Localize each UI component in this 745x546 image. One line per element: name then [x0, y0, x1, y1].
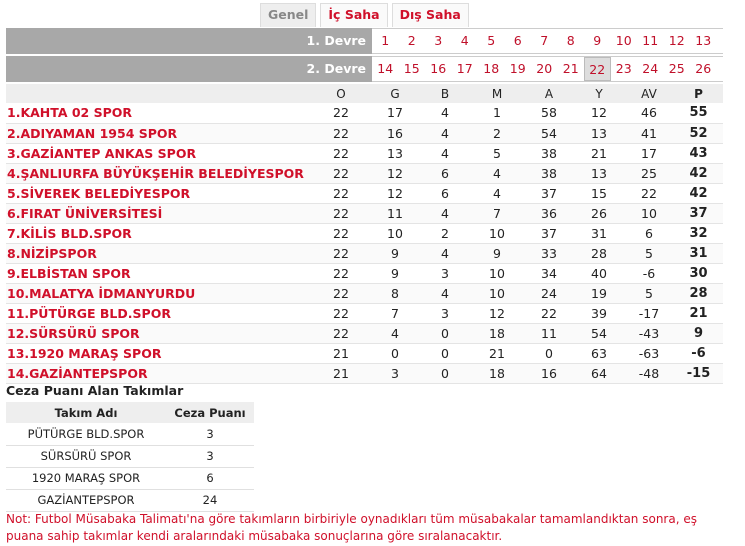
stat-p: 37 [674, 203, 723, 223]
stat-y: 28 [574, 243, 624, 263]
week-link-12[interactable]: 12 [668, 33, 685, 48]
penalty-team: 1920 MARAŞ SPOR [6, 467, 166, 489]
column-header-p: P [674, 84, 723, 103]
tiebreak-note: Not: Futbol Müsabaka Talimatı'na göre takımların birbiriyle oynadıkları tüm müsabakalar tamamlandıktan sonra, eş puana sahip takımlar kendi aralarındaki müsabaka sonuçlarına göre sıralanacaktır. [6, 512, 697, 543]
stat-av: -63 [624, 343, 674, 363]
week-link-16[interactable]: 16 [430, 61, 447, 76]
table-row [6, 243, 723, 263]
stat-p: 43 [674, 143, 723, 163]
tab-ic-saha[interactable]: İç Saha [320, 3, 387, 27]
stat-m: 10 [470, 263, 524, 283]
table-row [6, 283, 723, 303]
stat-a: 37 [524, 223, 574, 243]
stat-y: 12 [574, 103, 624, 123]
stat-a: 22 [524, 303, 574, 323]
stat-av: 10 [624, 203, 674, 223]
stat-a: 34 [524, 263, 574, 283]
stat-av: -43 [624, 323, 674, 343]
stat-b: 0 [420, 363, 470, 383]
table-row [6, 343, 723, 363]
table-row [6, 183, 723, 203]
stat-p: -15 [674, 363, 723, 383]
week-link-24[interactable]: 24 [642, 61, 659, 76]
stat-av: 46 [624, 103, 674, 123]
stat-o: 22 [312, 203, 370, 223]
column-header-o: O [312, 84, 370, 103]
devre-2-weeks [372, 56, 723, 82]
stat-p: 42 [674, 163, 723, 183]
stat-g: 8 [370, 283, 420, 303]
stat-o: 22 [312, 263, 370, 283]
stat-m: 7 [470, 203, 524, 223]
stat-y: 40 [574, 263, 624, 283]
stat-a: 24 [524, 283, 574, 303]
stat-o: 22 [312, 143, 370, 163]
week-link-10[interactable]: 10 [615, 33, 632, 48]
week-link-17[interactable]: 17 [456, 61, 473, 76]
table-row [6, 303, 723, 323]
stat-o: 22 [312, 183, 370, 203]
stat-b: 3 [420, 263, 470, 283]
week-link-23[interactable]: 23 [615, 61, 632, 76]
column-header-a: A [524, 84, 574, 103]
team-name-link[interactable]: 13.1920 MARAŞ SPOR [6, 343, 312, 363]
stat-m: 9 [470, 243, 524, 263]
penalty-points: 6 [166, 467, 254, 489]
penalty-points: 3 [166, 423, 254, 445]
team-name-link[interactable]: 3.GAZİANTEP ANKAS SPOR [6, 143, 312, 163]
week-link-11[interactable]: 11 [642, 33, 659, 48]
stat-o: 22 [312, 243, 370, 263]
week-link-25[interactable]: 25 [668, 61, 685, 76]
week-link-18[interactable]: 18 [483, 61, 500, 76]
table-row [6, 223, 723, 243]
week-link-4[interactable]: 4 [460, 33, 469, 48]
penalty-row [6, 423, 254, 445]
table-row [6, 203, 723, 223]
stat-m: 10 [470, 223, 524, 243]
stat-g: 0 [370, 343, 420, 363]
stat-m: 5 [470, 143, 524, 163]
stat-b: 4 [420, 143, 470, 163]
stat-g: 11 [370, 203, 420, 223]
team-name-link[interactable]: 5.SİVEREK BELEDİYESPOR [6, 183, 312, 203]
week-link-15[interactable]: 15 [403, 61, 420, 76]
stat-g: 17 [370, 103, 420, 123]
stat-p: 9 [674, 323, 723, 343]
stat-av: 6 [624, 223, 674, 243]
stat-p: 52 [674, 123, 723, 143]
stat-m: 4 [470, 163, 524, 183]
stat-y: 19 [574, 283, 624, 303]
penalty-body [6, 423, 254, 511]
devre-1-weeks [372, 28, 723, 54]
week-link-3[interactable]: 3 [434, 33, 443, 48]
stat-a: 58 [524, 103, 574, 123]
week-link-22[interactable]: 22 [584, 57, 611, 81]
penalty-header-team: Takım Adı [6, 402, 166, 423]
stat-b: 4 [420, 283, 470, 303]
stat-a: 38 [524, 143, 574, 163]
stat-p: 31 [674, 243, 723, 263]
stat-b: 6 [420, 183, 470, 203]
stat-g: 4 [370, 323, 420, 343]
team-column-header [6, 84, 312, 103]
penalty-points: 24 [166, 489, 254, 511]
stat-o: 22 [312, 123, 370, 143]
column-header-b: B [420, 84, 470, 103]
stat-m: 12 [470, 303, 524, 323]
stat-y: 64 [574, 363, 624, 383]
stat-av: 17 [624, 143, 674, 163]
stat-b: 4 [420, 123, 470, 143]
penalty-team: PÜTÜRGE BLD.SPOR [6, 423, 166, 445]
team-name-link[interactable]: 11.PÜTÜRGE BLD.SPOR [6, 303, 312, 323]
tab-bar [260, 3, 469, 27]
stat-y: 13 [574, 123, 624, 143]
stat-m: 1 [470, 103, 524, 123]
column-header-g: G [370, 84, 420, 103]
tab-genel[interactable]: Genel [260, 3, 316, 27]
table-row [6, 163, 723, 183]
team-name-link[interactable]: 14.GAZİANTEPSPOR [6, 363, 312, 383]
stat-m: 18 [470, 323, 524, 343]
column-header-av: AV [624, 84, 674, 103]
devre-2-label: 2. Devre [6, 56, 372, 82]
week-link-6[interactable]: 6 [513, 33, 522, 48]
stat-y: 26 [574, 203, 624, 223]
stat-g: 12 [370, 163, 420, 183]
stat-y: 21 [574, 143, 624, 163]
week-link-14[interactable]: 14 [377, 61, 394, 76]
stat-a: 54 [524, 123, 574, 143]
column-header-m: M [470, 84, 524, 103]
week-link-19[interactable]: 19 [509, 61, 526, 76]
stat-y: 31 [574, 223, 624, 243]
stat-av: 5 [624, 243, 674, 263]
table-row [6, 323, 723, 343]
table-row [6, 103, 723, 123]
stat-b: 4 [420, 243, 470, 263]
stat-p: 21 [674, 303, 723, 323]
standings-body [6, 103, 723, 383]
stat-g: 9 [370, 243, 420, 263]
stat-a: 36 [524, 203, 574, 223]
stat-a: 11 [524, 323, 574, 343]
devre-2-row [6, 56, 723, 82]
stat-m: 2 [470, 123, 524, 143]
stat-o: 22 [312, 303, 370, 323]
devre-1-label: 1. Devre [6, 28, 372, 54]
stat-p: 28 [674, 283, 723, 303]
stat-g: 12 [370, 183, 420, 203]
stat-a: 37 [524, 183, 574, 203]
stat-av: -17 [624, 303, 674, 323]
week-link-26[interactable]: 26 [695, 61, 712, 76]
stat-av: 5 [624, 283, 674, 303]
stat-av: 41 [624, 123, 674, 143]
stat-av: -6 [624, 263, 674, 283]
table-row [6, 263, 723, 283]
stat-p: 42 [674, 183, 723, 203]
team-name-link[interactable]: 7.KİLİS BLD.SPOR [6, 223, 312, 243]
stat-g: 3 [370, 363, 420, 383]
stat-a: 33 [524, 243, 574, 263]
stat-p: 30 [674, 263, 723, 283]
stat-a: 38 [524, 163, 574, 183]
stat-a: 16 [524, 363, 574, 383]
week-link-20[interactable]: 20 [536, 61, 553, 76]
team-name-link[interactable]: 1.KAHTA 02 SPOR [6, 103, 312, 123]
penalty-row [6, 445, 254, 467]
stat-o: 22 [312, 223, 370, 243]
column-header-y: Y [574, 84, 624, 103]
penalty-section-title: Ceza Puanı Alan Takımlar [6, 383, 184, 398]
week-link-5[interactable]: 5 [487, 33, 496, 48]
stat-av: -48 [624, 363, 674, 383]
penalty-table [6, 402, 254, 512]
week-link-1[interactable]: 1 [381, 33, 390, 48]
stat-g: 16 [370, 123, 420, 143]
devre-1-row [6, 28, 723, 54]
stat-b: 4 [420, 203, 470, 223]
penalty-points: 3 [166, 445, 254, 467]
stat-g: 9 [370, 263, 420, 283]
table-row [6, 363, 723, 383]
stat-b: 2 [420, 223, 470, 243]
penalty-header-row [6, 402, 254, 423]
stat-y: 13 [574, 163, 624, 183]
stat-o: 21 [312, 343, 370, 363]
penalty-row [6, 489, 254, 511]
penalty-team: GAZİANTEPSPOR [6, 489, 166, 511]
week-link-7[interactable]: 7 [540, 33, 549, 48]
team-name-link[interactable]: 12.SÜRSÜRÜ SPOR [6, 323, 312, 343]
stat-p: -6 [674, 343, 723, 363]
stat-y: 39 [574, 303, 624, 323]
stat-o: 22 [312, 163, 370, 183]
stat-m: 21 [470, 343, 524, 363]
week-link-13[interactable]: 13 [695, 33, 712, 48]
stat-g: 10 [370, 223, 420, 243]
stat-av: 22 [624, 183, 674, 203]
stat-m: 10 [470, 283, 524, 303]
stat-b: 0 [420, 323, 470, 343]
stat-o: 22 [312, 283, 370, 303]
tab-dis-saha[interactable]: Dış Saha [392, 3, 469, 27]
stat-b: 3 [420, 303, 470, 323]
team-name-link[interactable]: 6.FIRAT ÜNİVERSİTESİ [6, 203, 312, 223]
stat-y: 15 [574, 183, 624, 203]
stat-m: 18 [470, 363, 524, 383]
week-link-21[interactable]: 21 [562, 61, 579, 76]
week-link-9[interactable]: 9 [593, 33, 602, 48]
stat-o: 22 [312, 323, 370, 343]
week-link-2[interactable]: 2 [407, 33, 416, 48]
stat-p: 55 [674, 103, 723, 123]
stat-g: 7 [370, 303, 420, 323]
penalty-team: SÜRSÜRÜ SPOR [6, 445, 166, 467]
stat-a: 0 [524, 343, 574, 363]
team-name-link[interactable]: 10.MALATYA İDMANYURDU [6, 283, 312, 303]
penalty-header-points: Ceza Puanı [166, 402, 254, 423]
stat-p: 32 [674, 223, 723, 243]
stat-y: 54 [574, 323, 624, 343]
table-row [6, 123, 723, 143]
stat-b: 0 [420, 343, 470, 363]
stat-b: 6 [420, 163, 470, 183]
penalty-row [6, 467, 254, 489]
standings-table [6, 84, 723, 384]
stat-y: 63 [574, 343, 624, 363]
standings-header-row [6, 84, 723, 103]
team-name-link[interactable]: 9.ELBİSTAN SPOR [6, 263, 312, 283]
stat-b: 4 [420, 103, 470, 123]
team-name-link[interactable]: 2.ADIYAMAN 1954 SPOR [6, 123, 312, 143]
stat-o: 21 [312, 363, 370, 383]
stat-m: 4 [470, 183, 524, 203]
week-link-8[interactable]: 8 [566, 33, 575, 48]
team-name-link[interactable]: 4.ŞANLIURFA BÜYÜKŞEHİR BELEDİYESPOR [6, 163, 312, 183]
table-row [6, 143, 723, 163]
stat-o: 22 [312, 103, 370, 123]
stat-g: 13 [370, 143, 420, 163]
team-name-link[interactable]: 8.NİZİPSPOR [6, 243, 312, 263]
stat-av: 25 [624, 163, 674, 183]
